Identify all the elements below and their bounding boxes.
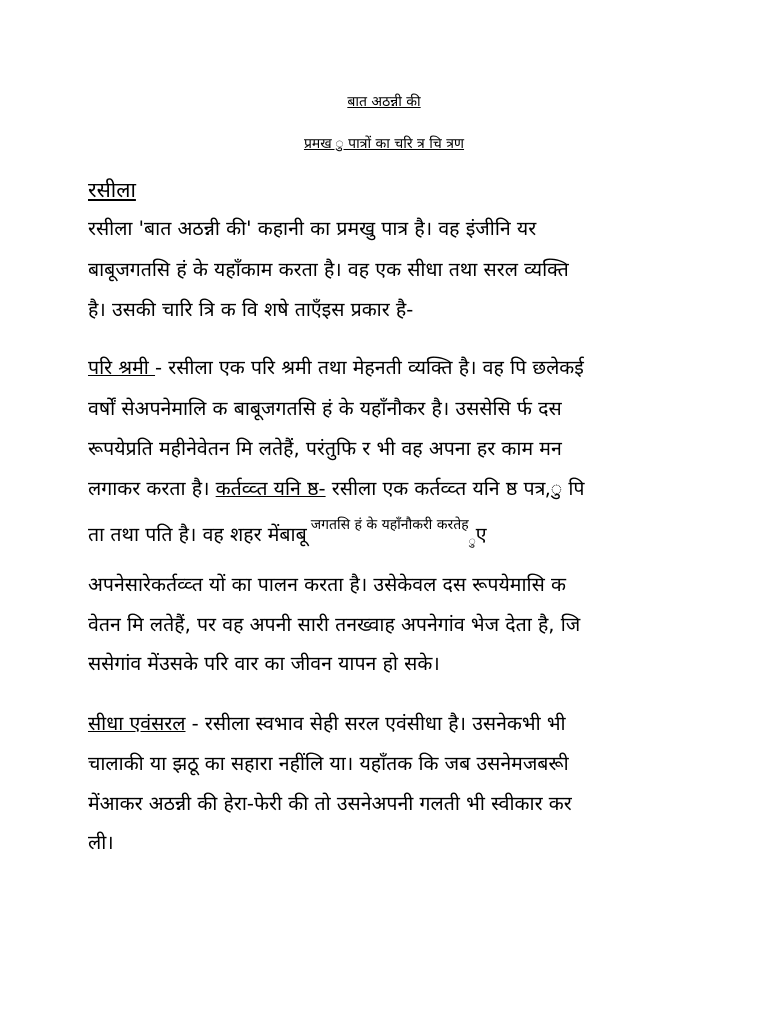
paragraph-2-line-1-text: - रसीला स्वभाव सेही सरल एवंसीधा है। उसनेकभी भी (185, 712, 566, 735)
paragraph-1-line-5 (88, 517, 487, 550)
paragraph-2-line-3: मेंआकर अठन्नी की हेरा-फेरी की तो उसनेअपनी गलती भी स्वीकार कर (88, 792, 572, 815)
paragraph-1-line-2: वर्षों सेअपनेमालि क बाबूजगतसि हं के यहाँनौकर है। उससेसि र्फ दस (88, 397, 562, 420)
paragraph-1-line-8: ससेगांव मेंउसके परि वार का जीवन यापन हो सके। (88, 652, 440, 675)
paragraph-1-line-7: वेतन मि लतेहैं, पर वह अपनी सारी तनख्वाह अपनेगांव भेज देता है, जि (88, 613, 581, 636)
paragraph-1-line-3: रूपयेप्रति महीनेवेतन मि लतेहैं, परंतुफि र भी वह अपना हर काम मन (88, 437, 562, 460)
paragraph-1-line-4-text: रसीला एक कर्तव्व्त यनि ष्ठ पत्र,ु पि (325, 477, 585, 500)
paragraph-1-line-1-text: - रसीला एक परि श्रमी तथा मेहनती व्यक्ति है। वह पि छलेकई (155, 356, 584, 379)
trait-label-simple: सीधा एवंसरल (88, 712, 186, 735)
document-title: बात अठन्नी की (347, 94, 421, 110)
paragraph-1-line-4 (88, 476, 584, 502)
paragraph-1-line-5-mark: ु (468, 534, 476, 548)
paragraph-1-line-4-pre: लगाकर करता है। (88, 477, 216, 500)
paragraph-1-line-5-raised: जगतसि हं के यहाँनौकरी करतेह (310, 517, 469, 533)
trait-label-hardworking: परि श्रमी (88, 356, 156, 379)
section-heading: रसीला (88, 178, 136, 202)
intro-line-2: बाबूजगतसि हं के यहाँकाम करता है। वह एक सीधा तथा सरल व्यक्ति (88, 258, 569, 281)
document-subtitle: प्रमख ु पात्रों का चरि त्र चि त्रण (303, 136, 465, 152)
paragraph-2-line-1 (88, 711, 566, 737)
paragraph-1-line-5-pre: ता तथा पति है। वह शहर मेंबाबू (88, 523, 307, 546)
paragraph-1-line-5-post: ए (475, 523, 487, 546)
paragraph-2-line-2: चालाकी या झठू का सहारा नहींलि या। यहाँतक कि जब उसनेमजबरूी (88, 752, 569, 775)
paragraph-1-line-6: अपनेसारेकर्तव्व्त यों का पालन करता है। उसेकेवल दस रूपयेमासि क (88, 573, 566, 596)
trait-label-dutiful: कर्तव्व्त यनि ष्ठ- (215, 477, 326, 500)
intro-line-1: रसीला 'बात अठन्नी की' कहानी का प्रमखु पात्र है। वह इंजीनि यर (88, 217, 537, 240)
paragraph-1-line-1 (88, 355, 584, 381)
paragraph-2-line-4: ली। (88, 831, 114, 854)
intro-line-3: है। उसकी चारि त्रि क वि शषे ताएँइस प्रकार है- (88, 298, 414, 321)
